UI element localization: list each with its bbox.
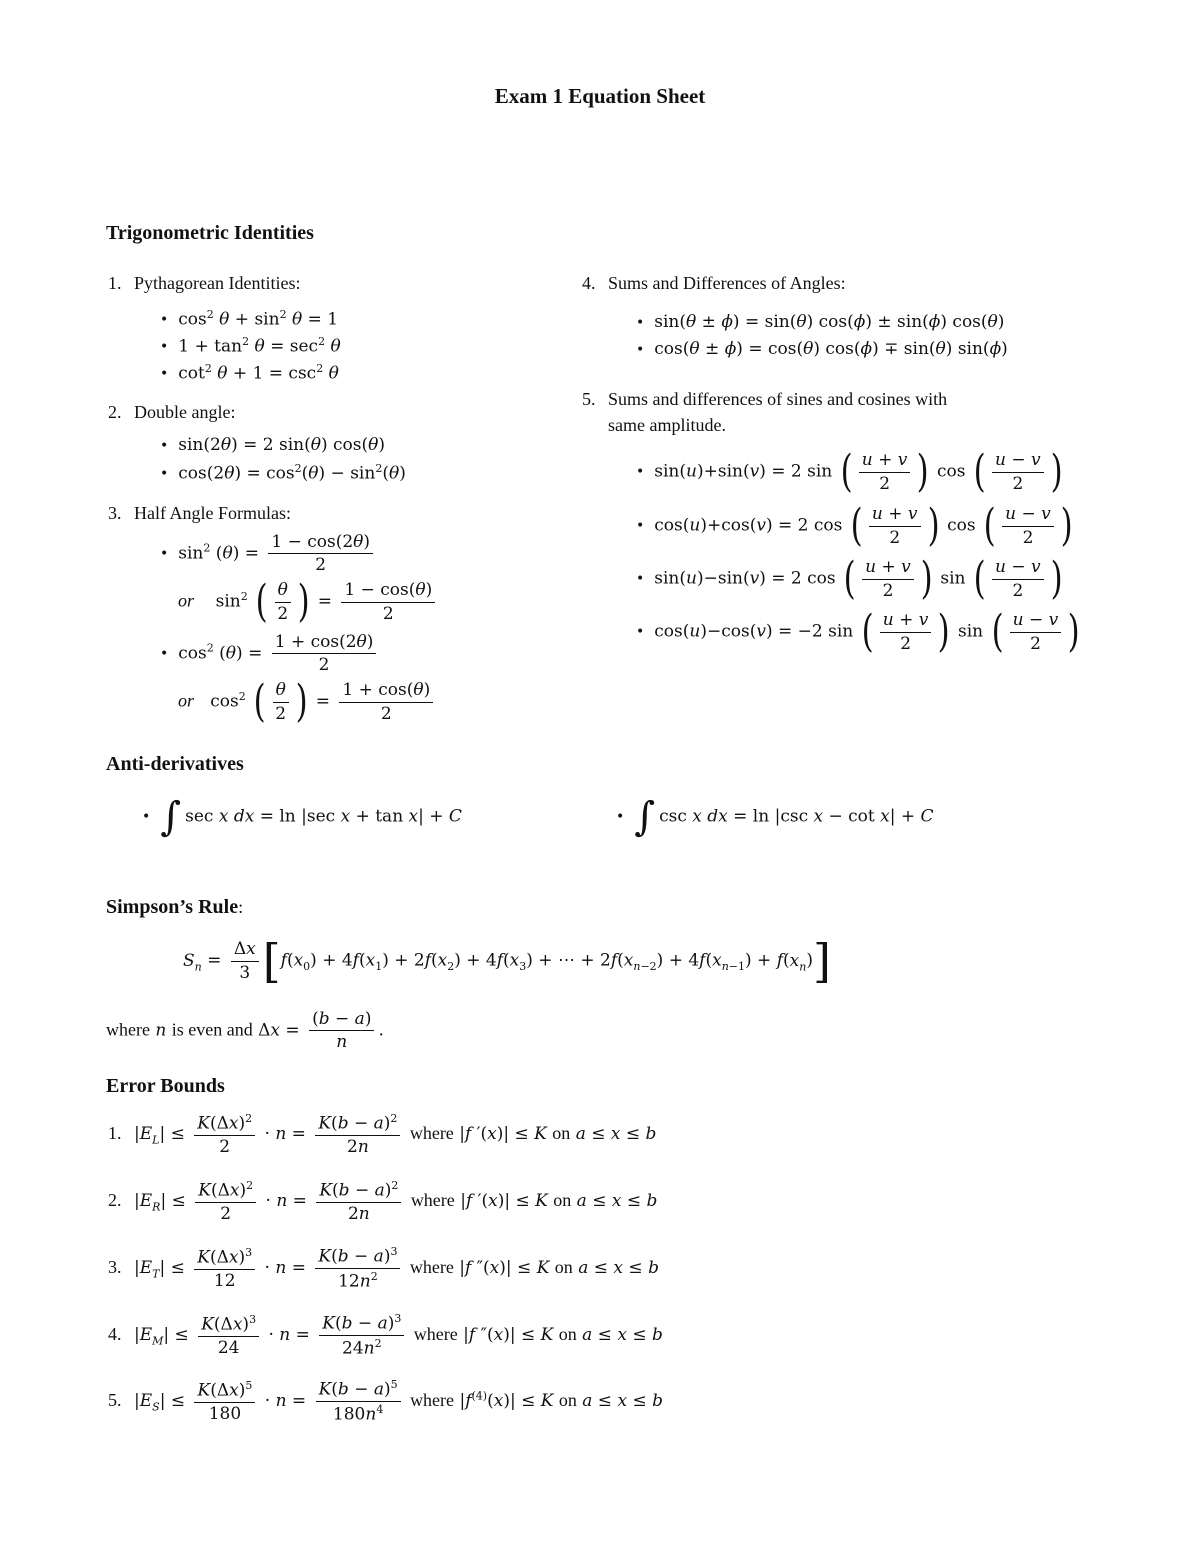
formula-half-cos: • $\cos^2 (\theta)$ = $\frac{1 + \cos(2\theta)}{2}$: [160, 632, 380, 676]
formula-integral-csc: • ∫ csc x dx = ln |csc x − cot x| + C: [616, 794, 934, 840]
trig-item-2-label: Double angle:: [134, 402, 236, 422]
error-bound-right: 2. $|E_R|$ ≤ $\frac{K(\Delta x)^2}{2}$ · n = $\frac{K(b - a)^2}{2n}$ where |f ′(x)| ≤ K on a ≤ x ≤ b: [108, 1179, 658, 1225]
formula-pythagorean-2: • $1 + \tan^2 \theta = \sec^2 \theta$: [160, 335, 341, 357]
trig-item-1: 1. Pythagorean Identities:: [108, 273, 301, 293]
formula-diff-sines: • sin(u)−sin(v) = 2 cos ( $\frac{u + v}{2}$ ) sin ( $\frac{u - v}{2}$ ): [636, 553, 1063, 604]
section-heading-error: Error Bounds: [106, 1075, 225, 1097]
formula-sum-sin: • sin(θ ± ϕ) = sin(θ) cos(ϕ) ± sin(ϕ) cos(θ): [636, 312, 1005, 332]
error-bound-simpson: 5. $|E_S|$ ≤ $\frac{K(\Delta x)^5}{180}$ · n = $\frac{K(b - a)^5}{180n^4}$ where $|f^{(4)}(x)| \le K$ on a ≤ x ≤ b: [108, 1378, 663, 1425]
formula-double-sin: • sin(2θ) = 2 sin(θ) cos(θ): [160, 435, 386, 455]
formula-simpson: $S_n$ = $\frac{\Delta x}{3}$ [$f(x_0) + 4f(x_1) + 2f(x_2) + 4f(x_3)$ + ⋯ + $2f(x_{n-2}) + 4f(x_{n-1}) + f(x_n)$]: [183, 934, 831, 988]
formula-half-cos-alt: or $\cos^2$ ( $\frac{\theta}{2}$ ) = $\frac{1 + \cos(\theta)}{2}$: [178, 680, 437, 724]
trig-item-2: 2. Double angle:: [108, 402, 236, 422]
section-heading-anti: Anti-derivatives: [106, 753, 244, 775]
formula-pythagorean-3: • $\cot^2 \theta + 1 = \csc^2 \theta$: [160, 362, 339, 384]
simpson-where-line: where n is even and Δx = $\frac{(b - a)}{n}$ .: [106, 1009, 384, 1053]
formula-sum-sines: • sin(u)+sin(v) = 2 sin ( $\frac{u + v}{2}$ ) cos ( $\frac{u - v}{2}$ ): [636, 446, 1063, 497]
error-bound-left: 1. $|E_L|$ ≤ $\frac{K(\Delta x)^2}{2}$ · n = $\frac{K(b - a)^2}{2n}$ where |f ′(x)| ≤ K on a ≤ x ≤ b: [108, 1112, 657, 1158]
formula-sum-cosines: • cos(u)+cos(v) = 2 cos ( $\frac{u + v}{2}$ ) cos ( $\frac{u - v}{2}$ ): [636, 500, 1073, 551]
page-title: Exam 1 Equation Sheet: [494, 84, 706, 108]
section-heading-trig: Trigonometric Identities: [106, 222, 314, 244]
formula-pythagorean-1: • $\cos^2 \theta + \sin^2 \theta = 1$: [160, 308, 339, 330]
trig-item-3-label: Half Angle Formulas:: [134, 503, 291, 523]
trig-item-5: 5. Sums and differences of sines and cosines with: [582, 389, 948, 409]
formula-half-sin-alt: or $\sin^2$ ( $\frac{\theta}{2}$ ) = $\frac{1 - \cos(\theta)}{2}$: [178, 580, 439, 624]
formula-diff-cosines: • cos(u)−cos(v) = −2 sin ( $\frac{u + v}{2}$ ) sin ( $\frac{u - v}{2}$ ): [636, 606, 1080, 657]
formula-half-sin: • $\sin^2 (\theta)$ = $\frac{1 - \cos(2\theta)}{2}$: [160, 532, 377, 576]
error-bound-midpoint: 4. $|E_M|$ ≤ $\frac{K(\Delta x)^3}{24}$ · n = $\frac{K(b - a)^3}{24n^2}$ where |f ″(x)| ≤ K on a ≤ x ≤ b: [108, 1312, 663, 1359]
trig-item-3: 3. Half Angle Formulas:: [108, 503, 291, 523]
formula-sum-cos: • cos(θ ± ϕ) = cos(θ) cos(ϕ) ∓ sin(θ) sin(ϕ): [636, 339, 1008, 359]
trig-item-4: 4. Sums and Differences of Angles:: [582, 273, 846, 293]
error-bound-trapezoid: 3. $|E_T|$ ≤ $\frac{K(\Delta x)^3}{12}$ · n = $\frac{K(b - a)^3}{12n^2}$ where |f ″(x)| ≤ K on a ≤ x ≤ b: [108, 1245, 659, 1292]
section-heading-simpson: Simpson’s Rule:: [106, 896, 244, 918]
formula-integral-sec: • ∫ sec x dx = ln |sec x + tan x| + C: [142, 794, 462, 840]
formula-double-cos: • $\cos(2\theta) = \cos^2(\theta) - \sin^2(\theta)$: [160, 462, 406, 484]
trig-item-1-label: Pythagorean Identities:: [134, 273, 301, 293]
trig-item-4-label: Sums and Differences of Angles:: [608, 273, 846, 293]
trig-item-5-label: Sums and differences of sines and cosines with: [608, 389, 948, 409]
trig-item-5-label-cont: same amplitude.: [608, 415, 726, 435]
